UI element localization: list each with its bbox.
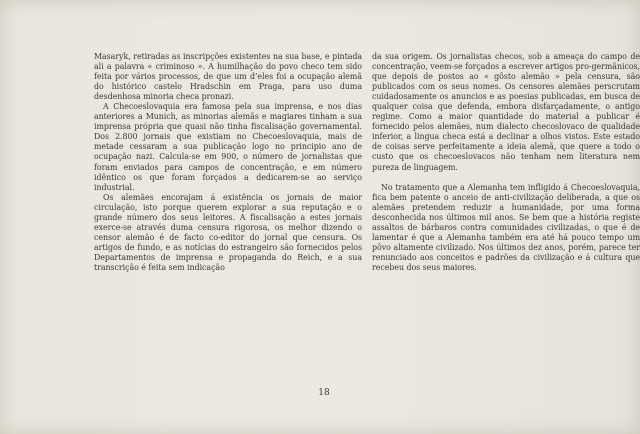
paragraph: da sua origem. Os jornalistas checos, sob a ameaça do campo de concentração, veem-se forçados a escrever artigos pro-germânicos, que depois de postos ao « gôsto alemão » pela censura, são publicados com os seus nomes. Os censores alemães perscrutam cuidadosamente os anuncios e as poesias publicadas, em busca de qualquer coisa que defenda, embora disfarçadamente, o antigo regime. Como a maior quantidade do material a publicar é fornecido pelos alemães, num dialecto checoslovaco de qualidade inferior, a lingua checa está a declinar a olhos vistos. Este estado de coisas serve perfeitamente a ideia alemã, que quere a todo o custo que os checoeslovacos não tenham nem literatura nem pureza de linguagem. [372,52,640,172]
page-number: 18 [318,388,330,398]
left-text-column [94,52,362,273]
right-text-column [372,52,640,273]
paragraph: Os alemães encorajam á existência os jornais de maior circulação, isto porque querem explorar a sua reputação e o grande número dos seus leitores. A fiscalisação a estes jornais exerce-se através duma censura rigorosa, os melhor dizendo o censor alemão é de facto co-editor do jornal que censura. Os artigos de fundo, e as notícias do estrangeiro são fornecidos pelos Departamentos de imprensa e propaganda do Reich, e a sua transcrição é feita sem indicação [94,192,362,272]
paragraph: No tratamento que a Alemanha tem infligido á Checoeslovaquia, fica bem patente o anceio de anti-civilização deliberada, a que os alemães pretendem reduzir a humanidade, por uma forma desconhecida nos últimos mil anos. Se bem que a história registe assaltos de bárbaros contra comunidades civilizadas, o que é de lamentar é que a Alemanha também era até há pouco tempo um pôvo altamente civilizado. Nos últimos dez anos, porém, parece ter renunciado aos conceitos e padrões da civilização e á cultura que recebeu dos seus maiores. [372,182,640,272]
paragraph: Masaryk, retiradas as inscripções existentes na sua base, e pintada ali a palavra « criminoso ». A humilhação do povo checo tem sido feita por vários processos, de que um d’eles foi a ocupação alemã do histórico castelo Hradschin em Praga, para uso duma desdenhosa minoria checa pronazi. [94,52,362,102]
paragraph: A Checoeslovaquia era famosa pela sua imprensa, e nos dias anteriores a Munich, as minorias alemãs e magiares tinham a sua imprensa própria que quasi não tinha fiscalisação governamental. Dos 2.800 jornais que existiam no Checoeslovaquia, mais de metade cessaram a sua publicação logo no principio ano de ocupação nazi. Calcula-se em 900, o número de jornalistas que foram enviados para campos de concentração, e em número idêntico os que foram forçados a dedicarem-se ao serviço industrial. [94,102,362,192]
